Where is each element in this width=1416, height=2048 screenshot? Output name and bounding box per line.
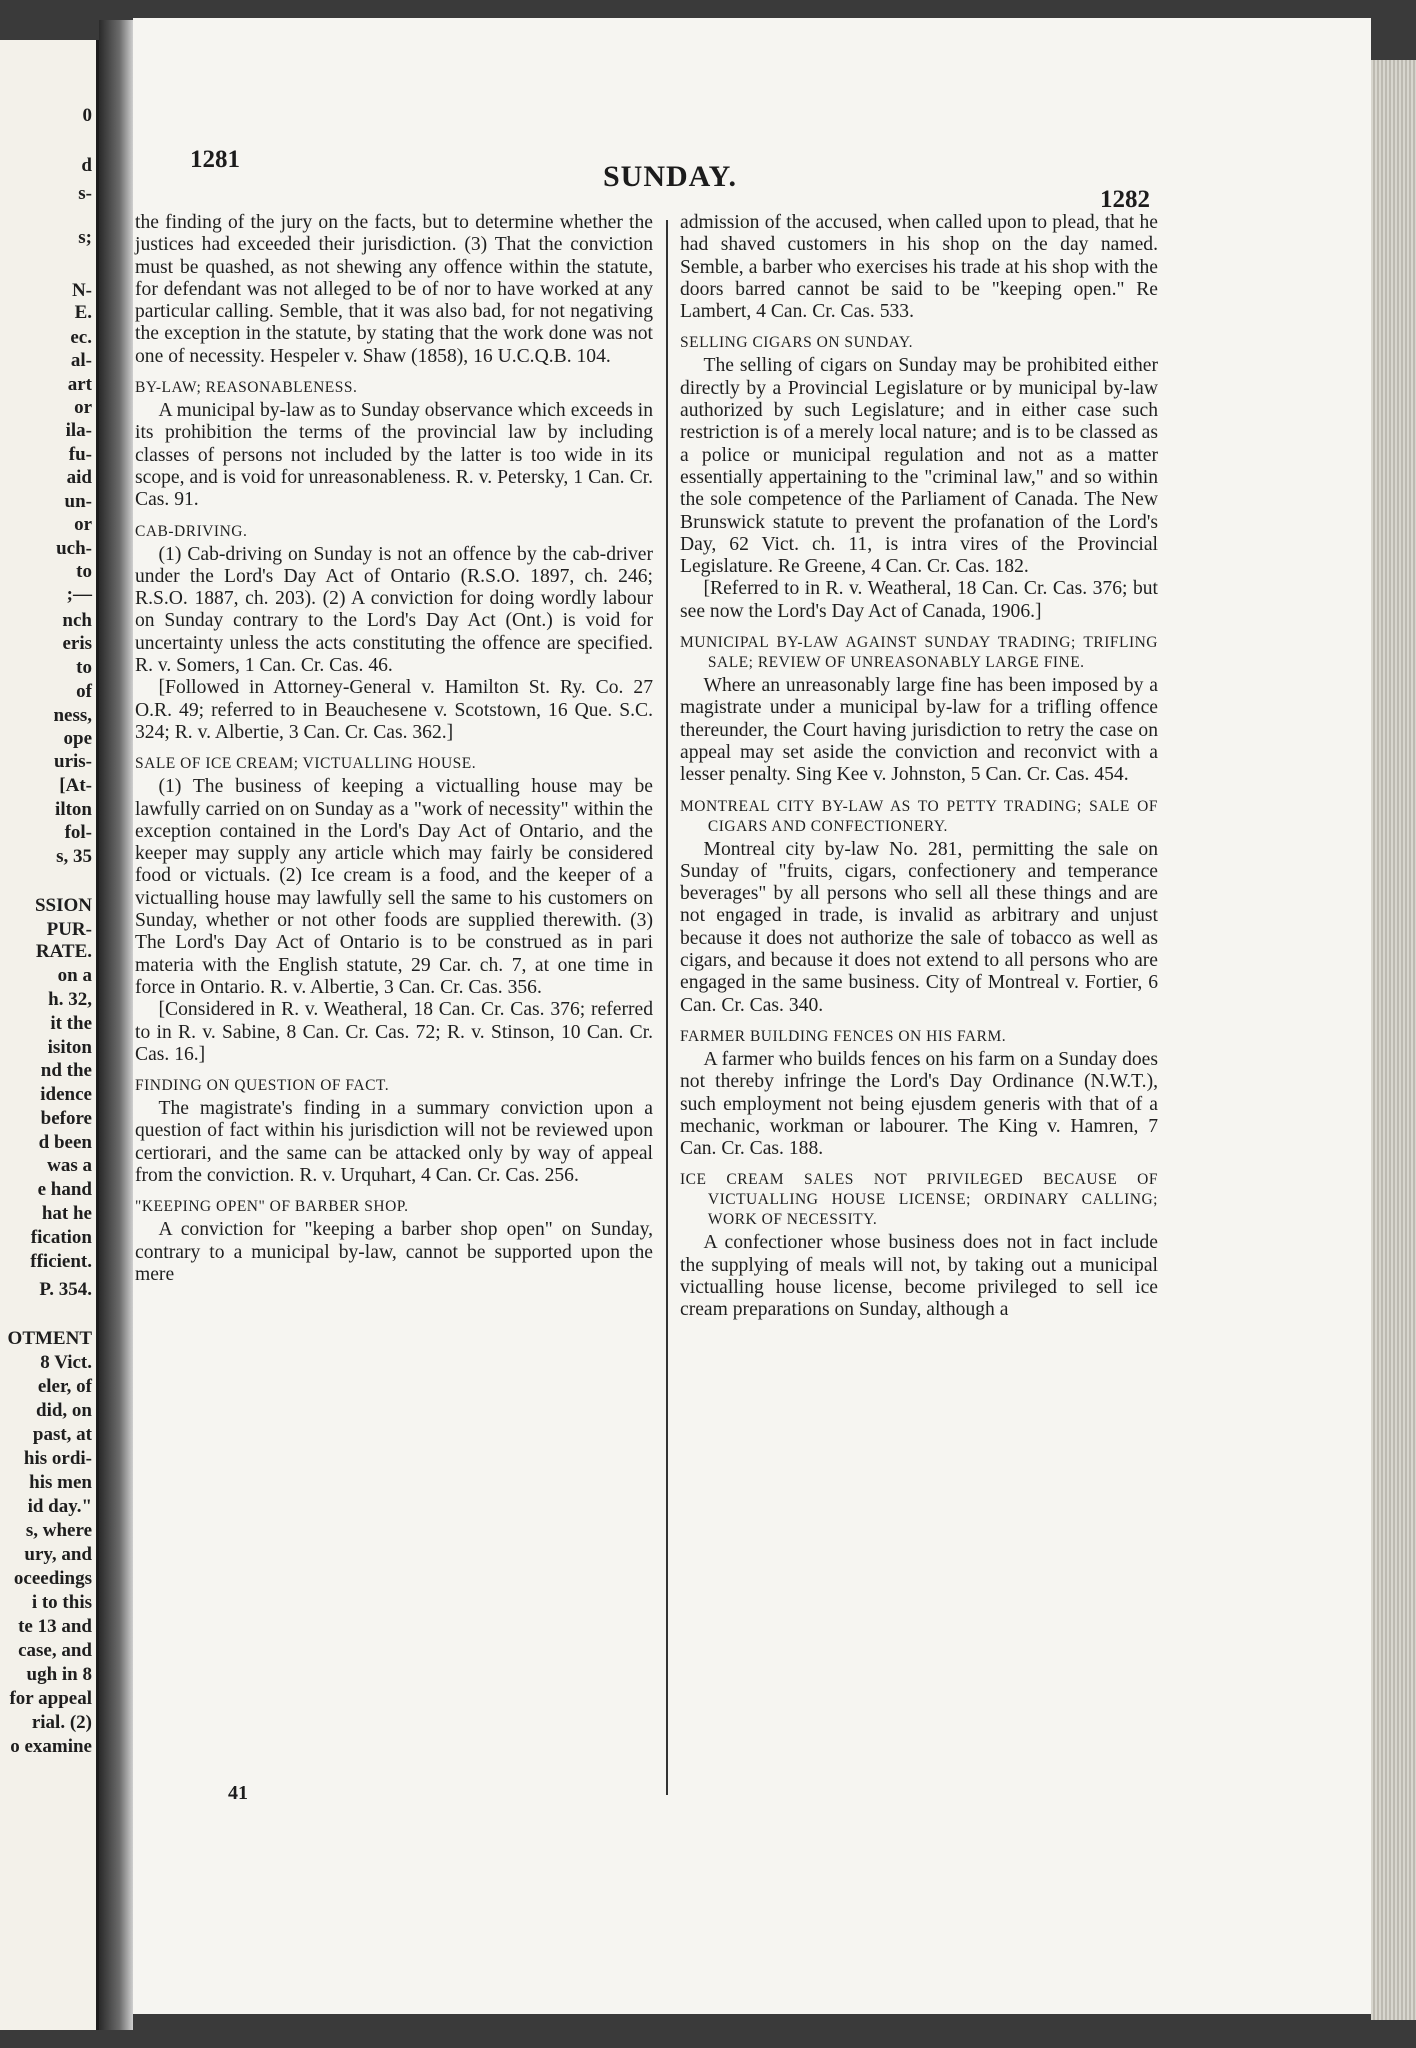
left-page-text-fragment: uris- xyxy=(54,751,92,772)
left-page-text-fragment: fficient. xyxy=(30,1251,92,1272)
left-page-text-fragment: o examine xyxy=(10,1736,92,1757)
paragraph: admission of the accused, when called upon to plead, that he had shaved customers in his shop on the day named. Semble, a barber who exercises his trade at his shop with the doors barred cannot be said to be "keeping open." Re Lambert, 4 Can. Cr. Cas. 533. xyxy=(680,212,1158,323)
left-page-text-fragment: before xyxy=(40,1108,92,1129)
citation-note: [Followed in Attorney-General v. Hamilton St. Ry. Co. 27 O.R. 49; referred to in Beauchesene v. Scotstown, 16 Que. S.C. 324; R. v. Albertie, 3 Can. Cr. Cas. 362.] xyxy=(135,677,653,743)
left-page-text-fragment: or xyxy=(74,397,92,418)
left-page-text-fragment: uch- xyxy=(56,538,92,559)
running-title: SUNDAY. xyxy=(603,160,738,193)
left-page-text-fragment: 8 Vict. xyxy=(40,1352,92,1373)
left-page-text-fragment: E. xyxy=(74,302,92,323)
left-page-edge xyxy=(0,40,99,2030)
left-page-text-fragment: e hand xyxy=(37,1179,92,1200)
left-page-text-fragment: eris xyxy=(62,633,92,654)
left-page-text-fragment: oceedings xyxy=(13,1568,92,1589)
section-heading: SELLING CIGARS ON SUNDAY. xyxy=(680,334,913,352)
left-page-text-fragment: ila- xyxy=(65,420,92,441)
right-column xyxy=(680,212,1158,1322)
citation-note: [Considered in R. v. Weatheral, 18 Can. Cr. Cas. 376; referred to in R. v. Sabine, 8 Can. Cr. Cas. 72; R. v. Stinson, 10 Can. Cr. Cas. 16.] xyxy=(135,999,653,1065)
left-page-text-fragment: PUR- xyxy=(46,919,92,940)
left-page-text-fragment: P. 354. xyxy=(39,1279,92,1300)
left-page-text-fragment: nd the xyxy=(40,1060,92,1081)
page-fore-edge xyxy=(1371,60,1416,2020)
left-page-text-fragment: for appeal xyxy=(9,1688,92,1709)
section-heading: FINDING ON QUESTION OF FACT. xyxy=(135,1077,390,1095)
paragraph: (1) The business of keeping a victualling house may be lawfully carried on on Sunday as a "work of necessity" within the exception contained in the Lord's Day Act of Ontario, and the keeper may supply any article which may fairly be considered food or victuals. (2) Ice cream is a food, and the keeper of a victualling house may lawfully sell the same to his customers on Sunday, whether or not other foods are supplied therewith. (3) The Lord's Day Act of Ontario is to be construed as in pari materia with the English statute, 29 Car. ch. 7, at one time in force in Ontario. R. v. Albertie, 3 Can. Cr. Cas. 356. xyxy=(135,776,653,998)
left-page-text-fragment: idence xyxy=(40,1084,92,1105)
left-page-text-fragment: i to this xyxy=(31,1592,92,1613)
paragraph: Where an unreasonably large fine has been imposed by a magistrate under a municipal by-law for a trifling offence thereunder, the Court having jurisdiction to retry the case on appeal may set aside the conviction and reconvict with a lesser penalty. Sing Kee v. Johnston, 5 Can. Cr. Cas. 454. xyxy=(680,675,1158,786)
left-page-text-fragment: h. 32, xyxy=(48,989,92,1010)
left-page-text-fragment: to xyxy=(76,657,92,678)
section-heading: SALE OF ICE CREAM; VICTUALLING HOUSE. xyxy=(135,755,477,773)
left-page-text-fragment: case, and xyxy=(18,1640,92,1661)
book-gutter xyxy=(99,20,133,2030)
left-page-text-fragment: was a xyxy=(47,1155,92,1176)
left-page-text-fragment: hat he xyxy=(41,1203,92,1224)
left-page-text-fragment: fu- xyxy=(68,444,92,465)
left-page-text-fragment: ope xyxy=(63,728,92,749)
paragraph: The selling of cigars on Sunday may be prohibited either directly by a Provincial Legislature or by municipal by-law authorized by such Legislature; and in either case such restriction is of a merely local nature; and is to be classed as a police or municipal regulation and not as a matter essentially appertaining to the "criminal law," and so within the sole competence of the Parliament of Canada. The New Brunswick statute to prevent the profanation of the Lord's Day, 62 Vict. ch. 11, is intra vires of the Provincial Legislature. Re Greene, 4 Can. Cr. Cas. 182. xyxy=(680,355,1158,578)
signature-mark: 41 xyxy=(228,1782,248,1804)
paragraph: A conviction for "keeping a barber shop open" on Sunday, contrary to a municipal by-law, cannot be supported upon the mere xyxy=(135,1219,653,1285)
left-page-text-fragment: al- xyxy=(70,350,92,371)
left-page-number: 1281 xyxy=(190,146,240,173)
left-page-text-fragment: isiton xyxy=(47,1037,92,1058)
left-page-text-fragment: to xyxy=(76,561,92,582)
left-page-text-fragment: SSION xyxy=(34,895,92,916)
left-page-text-fragment: N- xyxy=(71,280,92,301)
left-page-text-fragment: ugh in 8 xyxy=(26,1664,92,1685)
left-page-text-fragment: aid xyxy=(66,467,92,488)
column-rule xyxy=(666,220,668,1795)
paragraph: A farmer who builds fences on his farm on a Sunday does not thereby infringe the Lord's Day Ordinance (N.W.T.), such employment not being ejusdem generis with that of a mechanic, workman or labourer. The King v. Hamren, 7 Can. Cr. Cas. 188. xyxy=(680,1048,1158,1160)
right-page-number: 1282 xyxy=(1100,186,1150,213)
left-page-text-fragment: ec. xyxy=(70,327,92,348)
left-page-text-fragment: ury, and xyxy=(24,1544,92,1565)
left-page-text-fragment: [At- xyxy=(59,775,92,796)
left-page-text-fragment: past, at xyxy=(32,1424,92,1445)
left-page-text-fragment: s; xyxy=(78,227,92,248)
left-page-text-fragment: ilton xyxy=(55,799,92,820)
left-page-text-fragment: rial. (2) xyxy=(31,1712,92,1733)
paragraph: A confectioner whose business does not in fact include the supplying of meals will not, by taking out a municipal victualling house license, become privileged to sell ice cream preparations on Sunday, although a xyxy=(680,1232,1158,1321)
left-page-text-fragment: s, where xyxy=(25,1520,92,1541)
left-page-text-fragment: nch xyxy=(62,610,92,631)
left-page-text-fragment: s, 35 xyxy=(56,846,92,867)
left-page-text-fragment: s- xyxy=(78,183,92,204)
left-page-text-fragment: of xyxy=(76,681,92,702)
paragraph: the finding of the jury on the facts, but to determine whether the justices had exceeded their jurisdiction. (3) That the conviction must be quashed, as not shewing any offence within the statute, for defendant was not alleged to be of nor to have worked at any particular calling. Semble, that it was also bad, for not negativing the exception in the statute, by stating that the work done was not one of necessity. Hespeler v. Shaw (1858), 16 U.C.Q.B. 104. xyxy=(135,212,653,367)
left-page-text-fragment: fol- xyxy=(64,822,92,843)
left-page-text-fragment: his men xyxy=(29,1472,92,1493)
left-page-text-fragment: 0 xyxy=(82,105,92,126)
left-page-text-fragment: d xyxy=(81,155,92,176)
left-page-text-fragment: eler, of xyxy=(37,1376,92,1397)
paragraph: Montreal city by-law No. 281, permitting the sale on Sunday of "fruits, cigars, confectionery and temperance beverages" by all persons who sell all these things and are not engaged in trade, is invalid as arbitrary and unjust because it does not authorize the sale of tobacco as well as cigars, and because it does not extend to all persons who are engaged in the same business. City of Montreal v. Fortier, 6 Can. Cr. Cas. 340. xyxy=(680,838,1158,1016)
left-page-text-fragment: on a xyxy=(57,965,92,986)
citation-note: [Referred to in R. v. Weatheral, 18 Can. Cr. Cas. 376; but see now the Lord's Day Act of Canada, 1906.] xyxy=(680,578,1158,622)
section-heading: MONTREAL CITY BY-LAW AS TO PETTY TRADING; SALE OF CIGARS AND CONFECTIONERY. xyxy=(680,797,1158,835)
left-page-text-fragment: art xyxy=(67,374,92,395)
left-page-text-fragment: ;— xyxy=(66,584,92,605)
left-page-text-fragment: ness, xyxy=(53,705,92,726)
left-page-text-fragment: fication xyxy=(30,1227,92,1248)
section-heading: FARMER BUILDING FENCES ON HIS FARM. xyxy=(680,1027,1007,1045)
left-page-text-fragment: RATE. xyxy=(35,941,92,962)
section-heading: ICE CREAM SALES NOT PRIVILEGED BECAUSE OF VICTUALLING HOUSE LICENSE; ORDINARY CALLING; WORK OF NECESSITY. xyxy=(680,1171,1158,1229)
left-page-text-fragment: did, on xyxy=(36,1400,92,1421)
left-page-text-fragment: d been xyxy=(38,1132,92,1153)
left-page-text-fragment: id day." xyxy=(27,1496,92,1517)
section-heading: "KEEPING OPEN" OF BARBER SHOP. xyxy=(135,1198,409,1216)
left-column xyxy=(135,212,653,1286)
left-page-text-fragment: te 13 and xyxy=(18,1616,92,1637)
section-heading: BY-LAW; REASONABLENESS. xyxy=(135,379,358,397)
section-heading: CAB-DRIVING. xyxy=(135,522,248,540)
left-page-text-fragment: OTMENT xyxy=(7,1328,92,1349)
left-page-text-fragment: it the xyxy=(50,1013,92,1034)
paragraph: A municipal by-law as to Sunday observance which exceeds in its prohibition the terms of the provincial law by including classes of persons not included by the latter is too wide in its scope, and is void for unreasonableness. R. v. Petersky, 1 Can. Cr. Cas. 91. xyxy=(135,400,653,511)
paragraph: The magistrate's finding in a summary conviction upon a question of fact within his jurisdiction will not be reviewed upon certiorari, and the same can be attacked only by way of appeal from the conviction. R. v. Urquhart, 4 Can. Cr. Cas. 256. xyxy=(135,1098,653,1186)
left-page-text-fragment: un- xyxy=(64,491,92,512)
left-page-text-fragment: or xyxy=(74,514,92,535)
paragraph: (1) Cab-driving on Sunday is not an offence by the cab-driver under the Lord's Day Act of Ontario (R.S.O. 1897, ch. 246; R.S.O. 1887, ch. 203). (2) A conviction for doing wordly labour on Sunday contrary to the Lord's Day Act (Ont.) is void for uncertainty unless the acts constituting the offence are specified. R. v. Somers, 1 Can. Cr. Cas. 46. xyxy=(135,543,653,677)
left-page-text-fragment: his ordi- xyxy=(23,1448,92,1469)
section-heading: MUNICIPAL BY-LAW AGAINST SUNDAY TRADING; TRIFLING SALE; REVIEW OF UNREASONABLY LARGE FINE. xyxy=(680,634,1158,672)
